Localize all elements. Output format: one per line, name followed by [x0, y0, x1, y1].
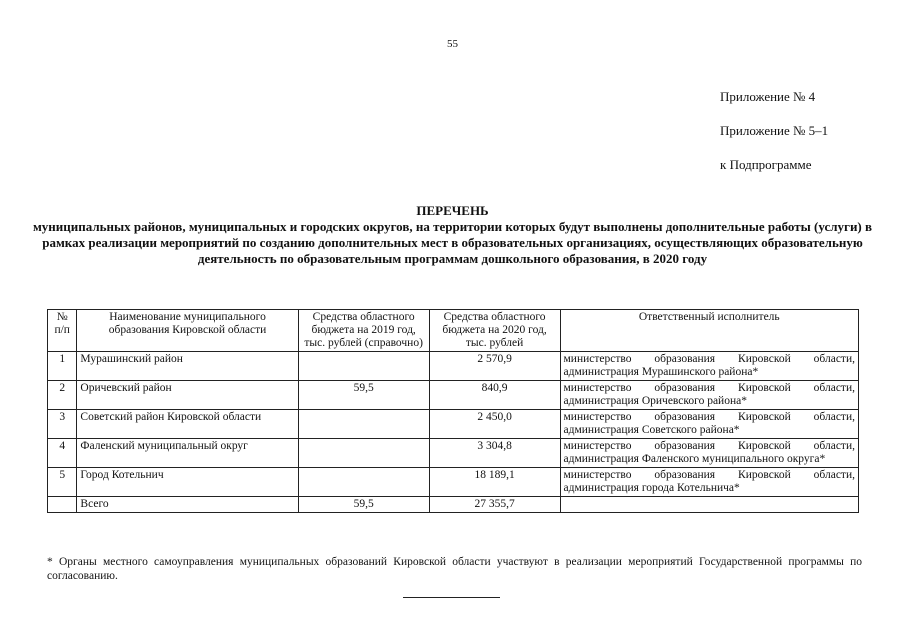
total-budget-2020: 27 355,7 [429, 497, 560, 513]
row-budget-2019 [298, 410, 429, 439]
row-name: Оричевский район [77, 381, 298, 410]
total-executor-cell [560, 497, 858, 513]
row-budget-2019: 59,5 [298, 381, 429, 410]
row-executor: министерство образования Кировской области, администрация Советского района* [560, 410, 858, 439]
total-num-cell [48, 497, 77, 513]
row-budget-2020: 3 304,8 [429, 439, 560, 468]
title-main: ПЕРЕЧЕНЬ [416, 203, 489, 218]
header-executor: Ответственный исполнитель [560, 310, 858, 352]
row-executor: министерство образования Кировской области, администрация города Котельнича* [560, 468, 858, 497]
appendix-line-2: Приложение № 5–1 [720, 123, 829, 138]
row-budget-2019 [298, 468, 429, 497]
row-name: Фаленский муниципальный округ [77, 439, 298, 468]
row-budget-2019 [298, 439, 429, 468]
row-executor: министерство образования Кировской области, администрация Мурашинского района* [560, 352, 858, 381]
header-budget-2019: Средства областного бюджета на 2019 год, тыс. рублей (справочно) [298, 310, 429, 352]
row-num: 1 [48, 352, 77, 381]
document-title [30, 203, 875, 267]
table-row [48, 352, 859, 381]
table-row [48, 468, 859, 497]
row-name: Город Котельнич [77, 468, 298, 497]
row-budget-2019 [298, 352, 429, 381]
total-label: Всего [77, 497, 298, 513]
row-budget-2020: 2 450,0 [429, 410, 560, 439]
table-header-row [48, 310, 859, 352]
footnote: * Органы местного самоуправления муниципальных образований Кировской области участвуют в реализации мероприятий Государственной программы по согласованию. [47, 556, 862, 582]
table-row [48, 381, 859, 410]
closing-divider [403, 597, 500, 598]
table-total-row [48, 497, 859, 513]
total-budget-2019: 59,5 [298, 497, 429, 513]
row-num: 2 [48, 381, 77, 410]
appendix-line-3: к Подпрограмме [720, 157, 812, 172]
row-name: Мурашинский район [77, 352, 298, 381]
row-name: Советский район Кировской области [77, 410, 298, 439]
header-name: Наименование муниципального образования Кировской области [77, 310, 298, 352]
page-number: 55 [447, 38, 458, 50]
header-budget-2020: Средства областного бюджета на 2020 год, тыс. рублей [429, 310, 560, 352]
row-num: 4 [48, 439, 77, 468]
appendix-line-1: Приложение № 4 [720, 89, 816, 104]
table-row [48, 439, 859, 468]
row-budget-2020: 840,9 [429, 381, 560, 410]
row-num: 5 [48, 468, 77, 497]
row-budget-2020: 18 189,1 [429, 468, 560, 497]
row-executor: министерство образования Кировской области, администрация Фаленского муниципального округа* [560, 439, 858, 468]
row-executor: министерство образования Кировской области, администрация Оричевского района* [560, 381, 858, 410]
table-row [48, 410, 859, 439]
title-subtitle: муниципальных районов, муниципальных и городских округов, на территории которых будут выполнены дополнительные работы (услуги) в рамках реализации мероприятий по созданию дополнительных мест в образовательных организациях, осуществляющих образовательную деятельность по образовательным программам дошкольного образования, в 2020 году [32, 219, 873, 266]
header-num: № п/п [48, 310, 77, 352]
row-budget-2020: 2 570,9 [429, 352, 560, 381]
municipalities-table [47, 309, 859, 513]
row-num: 3 [48, 410, 77, 439]
